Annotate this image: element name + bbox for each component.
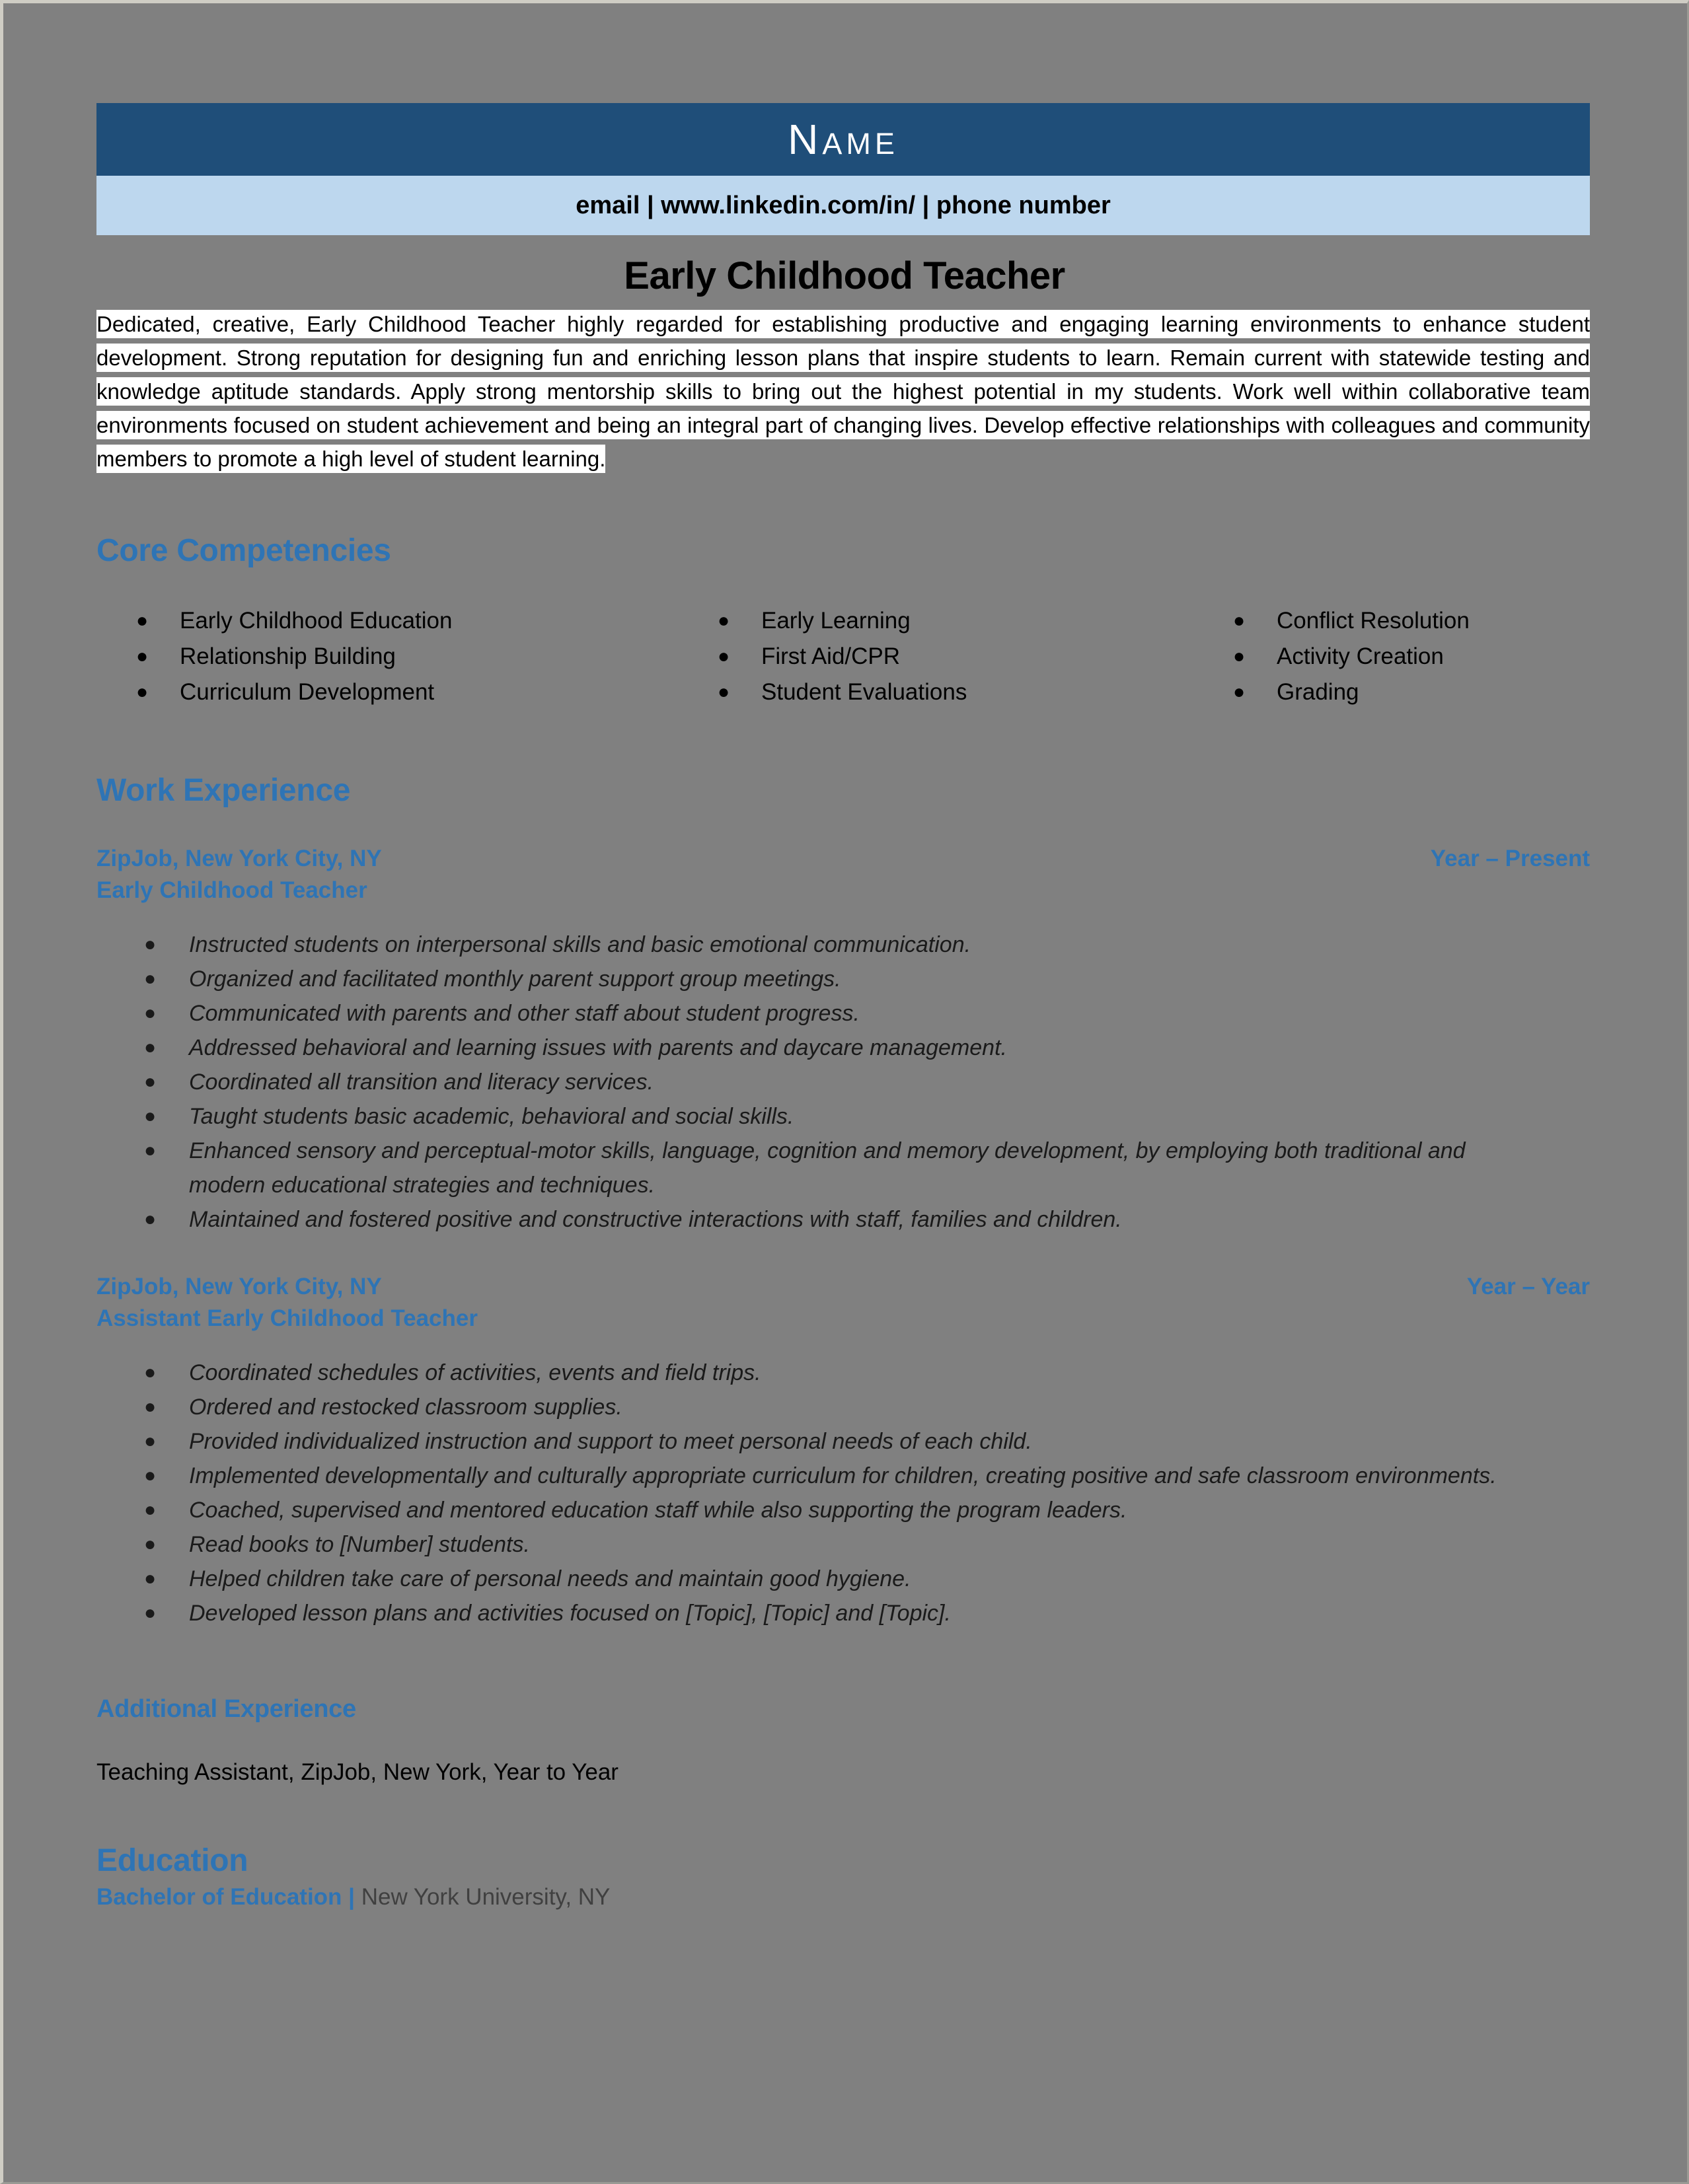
job-bullet-text: Enhanced sensory and perceptual-motor skills, language, cognition and memory development, by employing both traditional and modern educational strategies and techniques. [189,1138,1466,1198]
contact-banner [96,176,1590,235]
list-item [144,1527,1593,1562]
job-bullet-text: Communicated with parents and other staff about student progress. [189,1001,860,1026]
list-item [144,1459,1593,1493]
bullet-icon: ● [144,1499,157,1521]
bullet-icon: ● [144,1037,157,1058]
competency-label: Early Learning [761,608,911,634]
competency-label: Grading [1277,679,1359,705]
list-item [144,996,1593,1031]
job-bullet-text: Implemented developmentally and culturally appropriate curriculum for children, creating positive and safe classroom environments. [189,1463,1497,1488]
job-bullet-text: Coached, supervised and mentored education staff while also supporting the program leaders. [189,1498,1127,1523]
job-bullet-text: Developed lesson plans and activities focused on [Topic], [Topic] and [Topic]. [189,1601,951,1626]
bullet-icon: ● [144,1105,157,1127]
bullet-icon: ● [144,1208,157,1230]
competency-column-2 [718,603,1233,710]
bullet-icon: ● [136,645,149,667]
section-heading-work-experience: Work Experience [96,773,351,808]
list-item [144,1562,1593,1596]
list-item [136,603,718,639]
education-entry [96,1884,1593,1911]
list-item [144,928,1593,962]
list-item [1233,674,1593,710]
job-company: ZipJob, New York City, NY [96,846,382,871]
job-bullet-text: Read books to [Number] students. [189,1532,530,1557]
bullet-icon: ● [718,645,730,667]
job-company: ZipJob, New York City, NY [96,1274,382,1299]
competency-label: Conflict Resolution [1277,608,1470,634]
candidate-name: Name [788,116,899,163]
competency-label: First Aid/CPR [761,643,901,669]
bullet-icon: ● [1233,681,1246,703]
bullet-icon: ● [144,1396,157,1418]
education-separator: | [342,1884,355,1910]
job-header-row [96,846,1590,872]
list-item [136,674,718,710]
section-heading-education: Education [96,1843,248,1878]
competency-label: Student Evaluations [761,679,967,705]
competency-column-1 [136,603,718,710]
section-heading-additional-experience: Additional Experience [96,1695,356,1723]
bullet-icon: ● [1233,645,1246,667]
list-item [718,603,1233,639]
bullet-icon: ● [718,610,730,632]
bullet-icon: ● [144,1568,157,1589]
education-degree: Bachelor of Education [96,1884,342,1910]
bullet-icon: ● [144,933,157,955]
contact-line: email | www.linkedin.com/in/ | phone number [576,191,1111,219]
list-item [144,1390,1593,1424]
work-experience-entry-1 [96,846,1593,1237]
bullet-icon: ● [144,1362,157,1383]
job-role: Early Childhood Teacher [96,877,367,903]
list-item [144,1065,1593,1099]
job-role: Assistant Early Childhood Teacher [96,1305,478,1331]
bullet-icon: ● [144,968,157,990]
job-bullet-text: Instructed students on interpersonal skills and basic emotional communication. [189,932,971,957]
competency-label: Early Childhood Education [180,608,453,634]
list-item [718,639,1233,674]
bullet-icon: ● [718,681,730,703]
list-item [1233,603,1593,639]
competency-label: Activity Creation [1277,643,1444,669]
list-item [144,1031,1593,1065]
job-bullet-text: Ordered and restocked classroom supplies. [189,1395,622,1420]
job-bullet-text: Helped children take care of personal needs and maintain good hygiene. [189,1566,911,1591]
education-school: New York University, NY [361,1884,611,1910]
list-item [718,674,1233,710]
competency-column-3 [1233,603,1593,710]
list-item [144,1424,1593,1459]
professional-summary [96,307,1590,476]
bullet-icon: ● [144,1465,157,1486]
job-bullet-text: Coordinated all transition and literacy services. [189,1070,654,1095]
job-bullet-text: Organized and facilitated monthly parent support group meetings. [189,966,841,992]
bullet-icon: ● [136,681,149,703]
bullet-icon: ● [144,1430,157,1452]
summary-text: Dedicated, creative, Early Childhood Teacher highly regarded for establishing productive and engaging learning environments to enhance student development. Strong reputation for designing fun and enriching lesson plans that inspire students to learn. Remain current with statewide testing and knowledge aptitude standards. Apply strong mentorship skills to bring out the highest potential in my students. Work well within collaborative team environments focused on student achievement and being an integral part of changing lives. Develop effective relationships with colleagues and community members to promote a high level of student learning. [96,310,1590,473]
job-dates: Year – Year [1466,1274,1590,1299]
job-bullet-list [96,1356,1593,1630]
bullet-icon: ● [136,610,149,632]
section-heading-core-competencies: Core Competencies [96,533,391,568]
list-item [144,1202,1593,1237]
bullet-icon: ● [144,1071,157,1093]
job-bullet-text: Addressed behavioral and learning issues with parents and daycare management. [189,1035,1007,1060]
name-banner [96,103,1590,176]
bullet-icon: ● [1233,610,1246,632]
bullet-icon: ● [144,1602,157,1624]
job-bullet-text: Coordinated schedules of activities, events and field trips. [189,1360,761,1385]
work-experience-entry-2 [96,1274,1593,1630]
competency-label: Relationship Building [180,643,396,669]
list-item [144,1596,1593,1630]
competency-label: Curriculum Development [180,679,435,705]
job-bullet-text: Taught students basic academic, behavioral and social skills. [189,1104,794,1129]
list-item [144,1356,1593,1390]
list-item [1233,639,1593,674]
job-dates: Year – Present [1430,846,1590,871]
bullet-icon: ● [144,1533,157,1555]
bullet-icon: ● [144,1002,157,1024]
core-competencies-grid [96,603,1593,710]
target-job-title: Early Childhood Teacher [624,254,1065,297]
list-item [144,1134,1593,1202]
list-item [144,962,1593,996]
job-bullet-text: Maintained and fostered positive and constructive interactions with staff, families and children. [189,1207,1122,1232]
additional-experience-entry: Teaching Assistant, ZipJob, New York, Year to Year [96,1759,619,1785]
job-header-row [96,1274,1590,1300]
list-item [144,1493,1593,1527]
list-item [144,1099,1593,1134]
job-bullet-text: Provided individualized instruction and support to meet personal needs of each child. [189,1429,1032,1454]
job-bullet-list [96,928,1593,1237]
bullet-icon: ● [144,1140,157,1161]
list-item [136,639,718,674]
